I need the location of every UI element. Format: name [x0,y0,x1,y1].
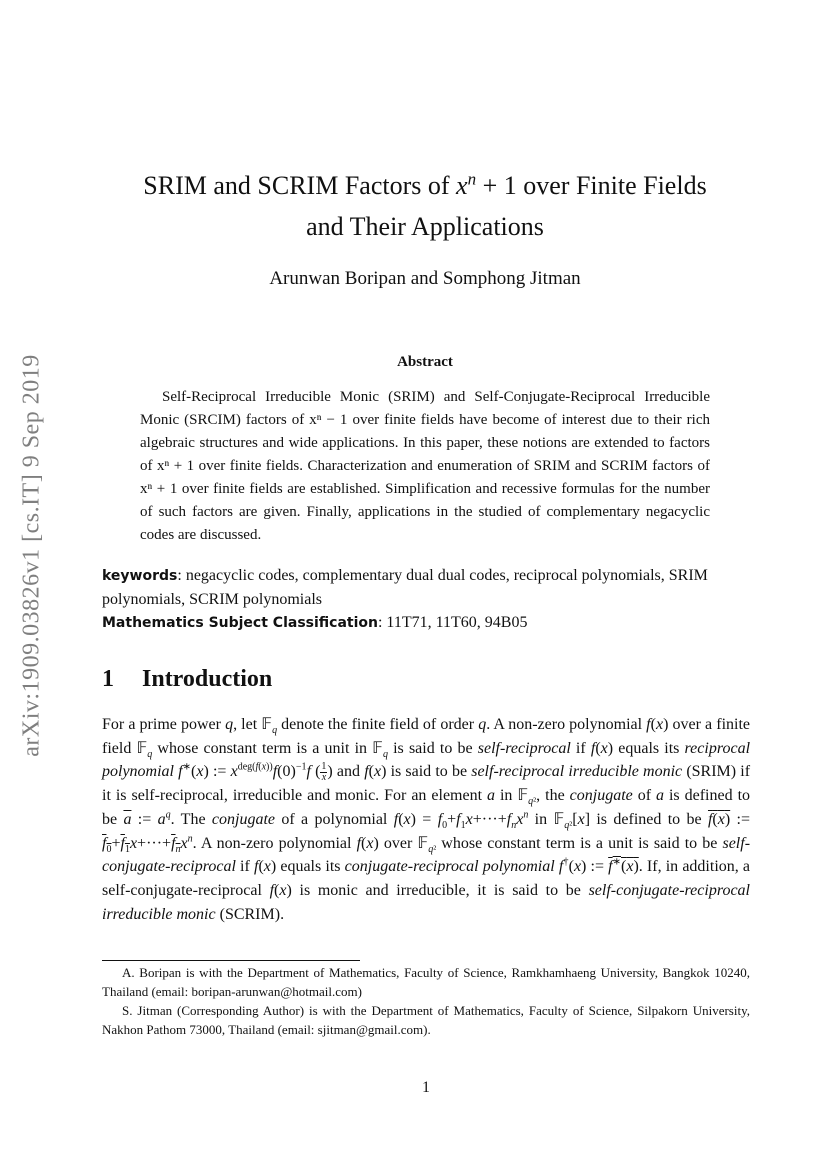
section-number: 1 [102,666,114,692]
introduction-paragraph: For a prime power q, let 𝔽$_q$ denote the finite field of order q. A non-zero polynomial f(x) over a finite field 𝔽$_q$ whose constant term is a unit in 𝔽$_q$ is said to be self-reciprocal if f(x) equals its reciprocal polynomial f∗(x) := $x^{deg(f(x))}f(0)^{-1}f$ ( $\frac{1}{x}$ ) and f(x) is said to be self-reciprocal irreducible monic (SRIM) if it is self-reciprocal, irreducible and monic. For an element a in 𝔽$_{q^2}$, the conjugate of a is defined to be $\overline{a}$ := $a^q$. The conjugate of a polynomial $f(x) = f_0+f_1x+\cdot\cdot\cdot+f_nx^n$ in 𝔽$_{q^2}$[x] is defined to be f(x) := $f_0+f_1x+\cdot\cdot\cdot+f_nx^n$. A non-zero polynomial f(x) over 𝔽$_{q^2}$ whose constant term is a unit is said to be self-conjugate-reciprocal if f(x) equals its conjugate-reciprocal polynomial f†(x) := f∗(x). If, in addition, a self-conjugate-reciprocal f(x) is monic and irreducible, it is said to be self-conjugate-reciprocal irreducible monic (SCRIM). [102,716,751,923]
section-title: Introduction [142,666,273,692]
paper-title: SRIM and SCRIM Factors of $x^n + 1$ over Finite Fields and Their Applications [143,169,707,241]
abstract-heading: Abstract [397,354,453,370]
authors: Arunwan Boripan and Somphong Jitman [269,268,581,289]
arxiv-identifier [2,355,62,755]
keywords [102,564,752,611]
page-number: 1 [422,1079,430,1096]
abstract-text: Self-Reciprocal Irreducible Monic (SRIM) and Self-Conjugate-Reciprocal Irreducible Monic (SRCIM) factors of xⁿ − 1 over finite fields have become of interest due to their rich algebraic structures and wide applications. In this paper, these notions are extended to factors of xⁿ + 1 over finite fields. Characterization and enumeration of SRIM and SCRIM factors of xⁿ + 1 over finite fields are established. Simplification and recessive formulas for the number of such factors are given. Finally, applications in the studied of complementary negacyclic codes are discussed. [140,389,710,543]
msc [102,611,752,635]
section-heading [102,666,272,693]
keywords-text: : negacyclic codes, complementary dual dual codes, reciprocal polynomials, SRIM polynomials, SCRIM polynomials [102,567,708,608]
footnote-1: A. Boripan is with the Department of Mathematics, Faculty of Science, Ramkhamhaeng University, Bangkok 10240, Thailand (email: boripan-arunwan@hotmail.com) [102,965,750,999]
arxiv-identifier-text: arXiv:1909.03826v1 [cs.IT] 9 Sep 2019 [18,353,45,757]
footnote-rule [102,960,360,961]
msc-label: Mathematics Subject Classification [102,615,378,631]
keywords-label: keywords [102,568,178,584]
footnote-2: S. Jitman (Corresponding Author) is with the Department of Mathematics, Faculty of Science, Silpakorn University, Nakhon Pathom 73000, Thailand (email: sjitman@gmail.com). [102,1003,750,1037]
msc-text: : 11T71, 11T60, 94B05 [377,614,528,631]
